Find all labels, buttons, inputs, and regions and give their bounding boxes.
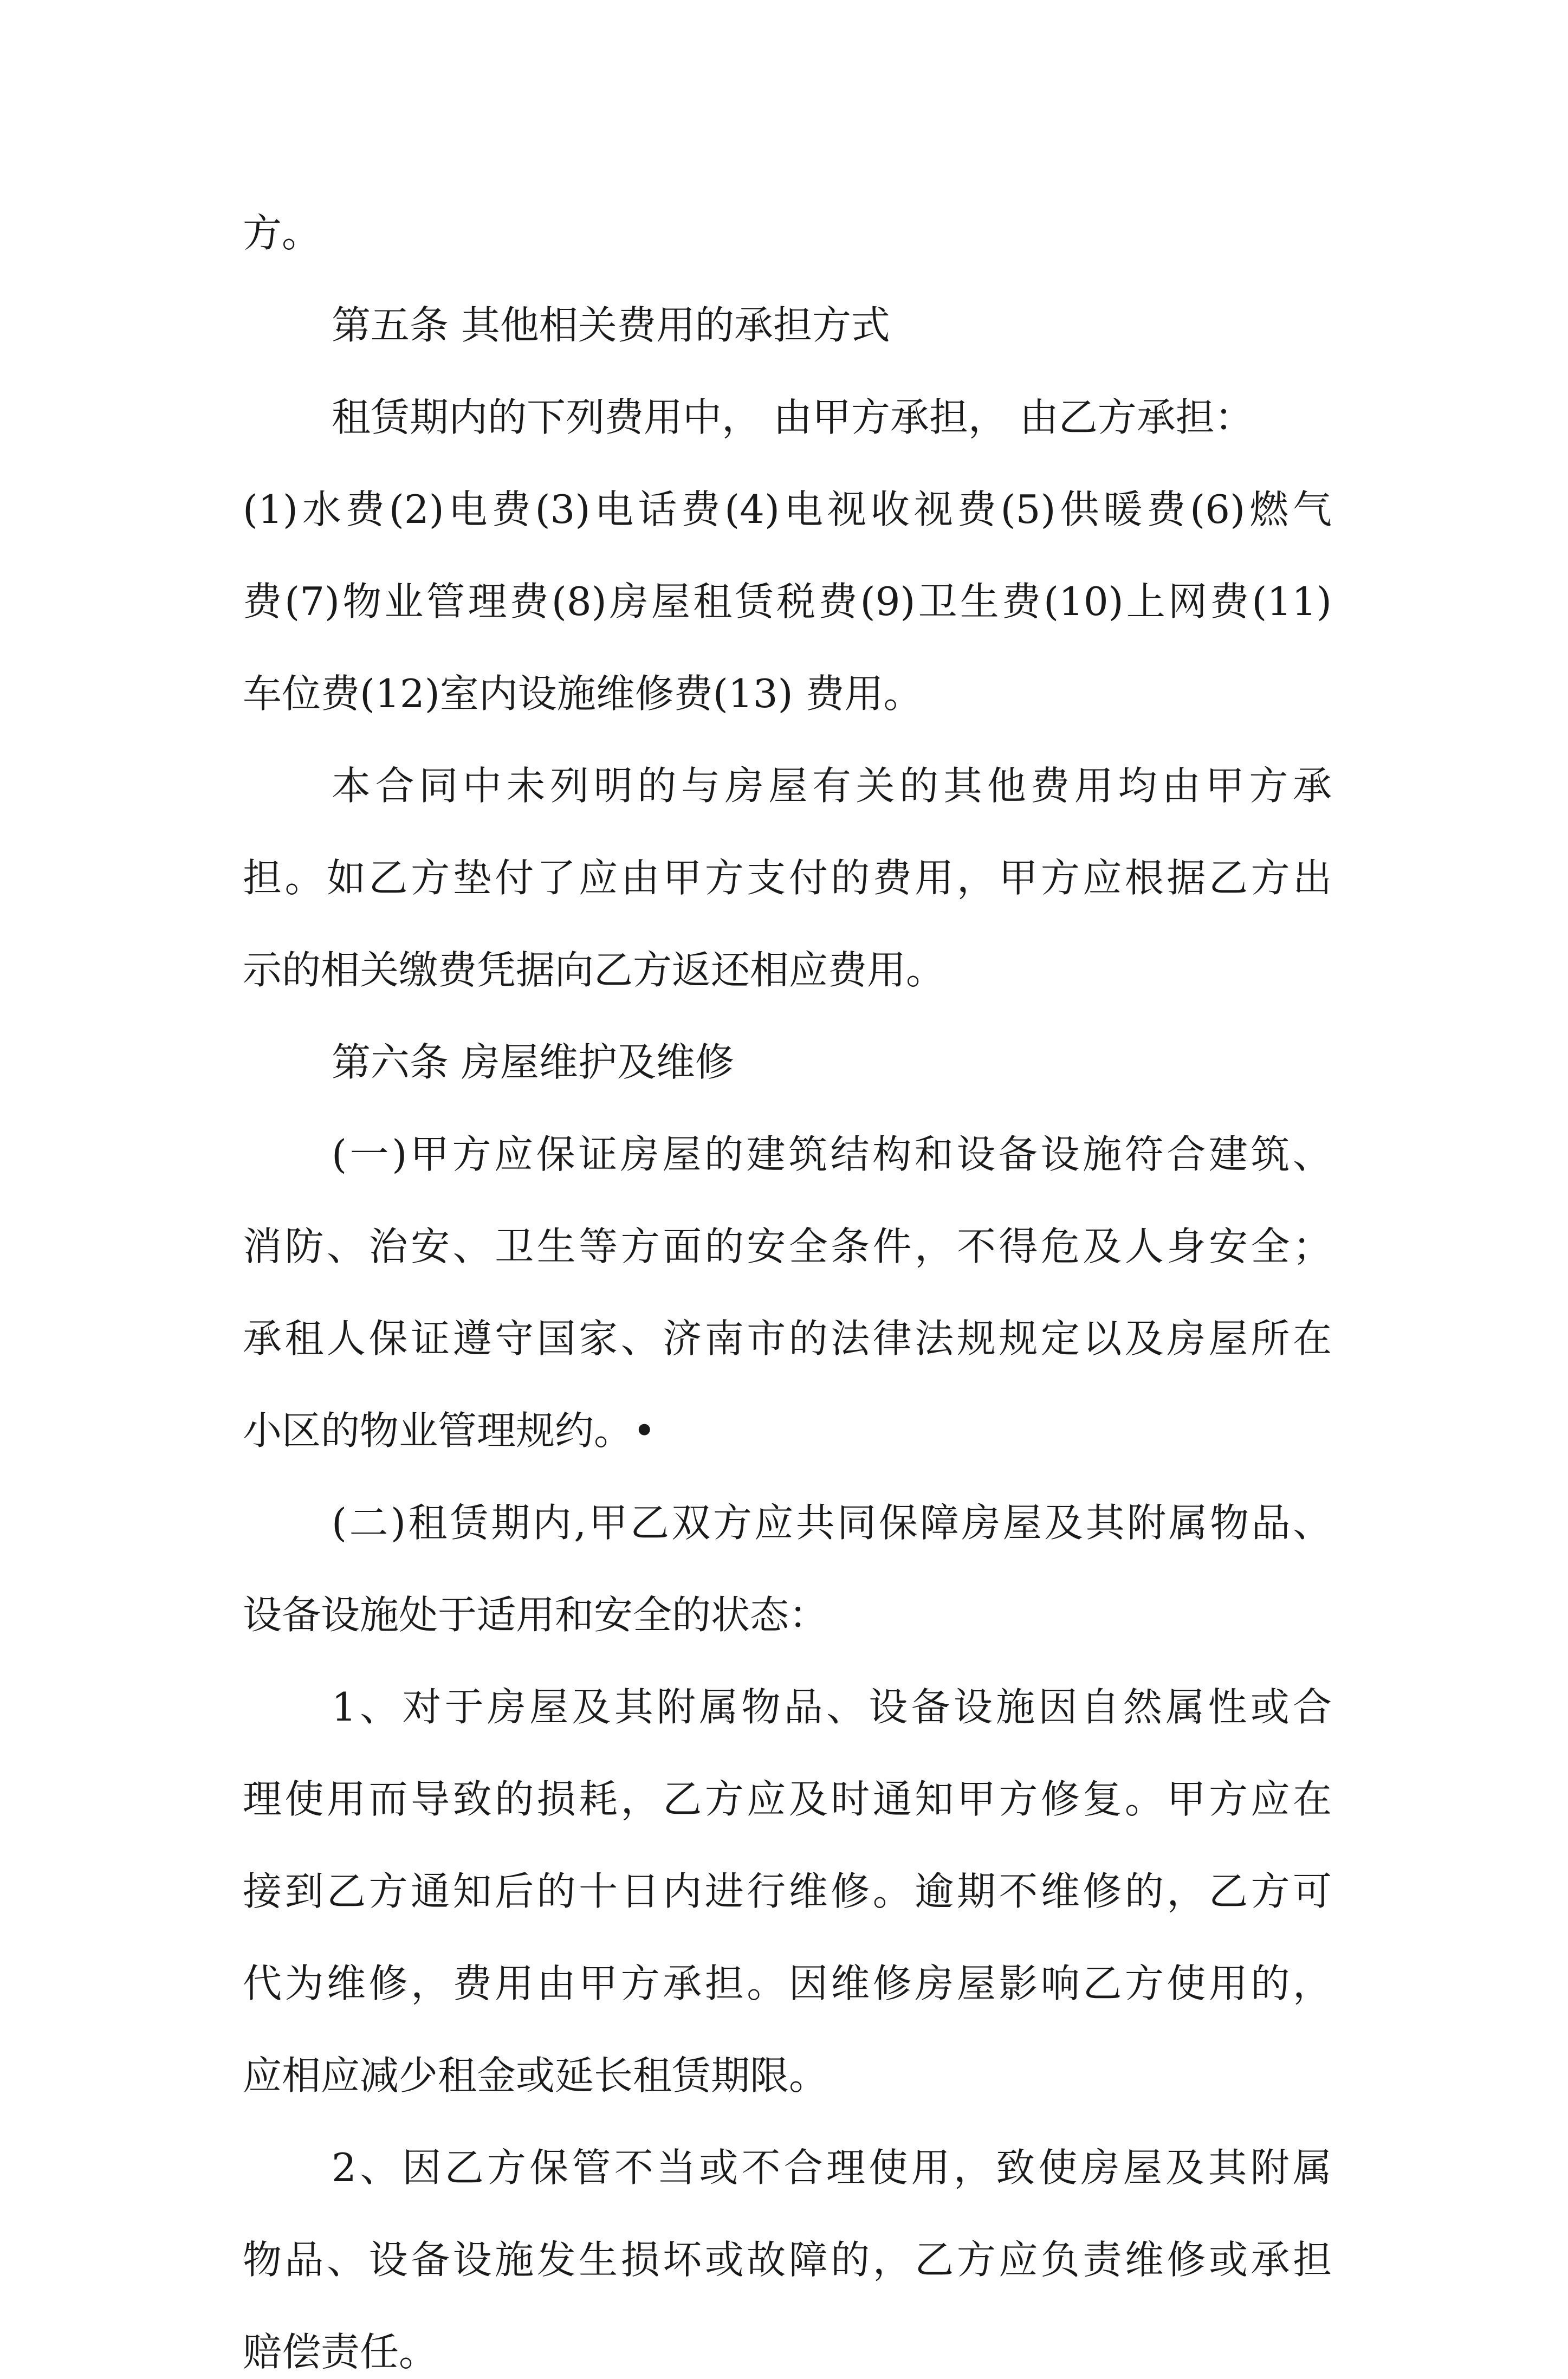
- section-heading: 第五条 其他相关费用的承担方式: [332, 302, 890, 348]
- text-line: 小区的物业管理规约。•: [243, 1408, 656, 1453]
- text-line: 理使用而导致的损耗，乙方应及时通知甲方修复。甲方应在: [243, 1776, 1332, 1822]
- text-line: 消防、治安、卫生等方面的安全条件，不得危及人身安全；: [243, 1224, 1332, 1269]
- text-line: 示的相关缴费凭据向乙方返还相应费用。: [243, 947, 945, 993]
- text-line: 接到乙方通知后的十日内进行维修。逾期不维修的，乙方可: [243, 1869, 1332, 1914]
- text-line: 设备设施处于适用和安全的状态：: [243, 1592, 828, 1638]
- text-line: 方。: [243, 210, 321, 256]
- text-line: 物品、设备设施发生损坏或故障的，乙方应负责维修或承担: [243, 2237, 1332, 2283]
- text-line: 赔偿责任。: [243, 2329, 438, 2375]
- text-line: 租赁期内的下列费用中， 由甲方承担， 由乙方承担：: [332, 395, 1254, 440]
- text-line: (1)水费(2)电费(3)电话费(4)电视收视费(5)供暖费(6)燃气: [243, 487, 1332, 532]
- text-line: 代为维修，费用由甲方承担。因维修房屋影响乙方使用的，: [243, 1961, 1332, 2006]
- text-line: 担。如乙方垫付了应由甲方支付的费用，甲方应根据乙方出: [243, 855, 1332, 901]
- text-line: 1、对于房屋及其附属物品、设备设施因自然属性或合: [332, 1684, 1332, 1730]
- section-heading: 第六条 房屋维护及维修: [332, 1039, 734, 1085]
- text-line: 承租人保证遵守国家、济南市的法律法规规定以及房屋所在: [243, 1316, 1332, 1361]
- text-line: (一)甲方应保证房屋的建筑结构和设备设施符合建筑、: [332, 1132, 1332, 1177]
- text-line: 车位费(12)室内设施维修费(13) 费用。: [243, 671, 923, 716]
- text-line: 2、因乙方保管不当或不合理使用，致使房屋及其附属: [332, 2145, 1332, 2190]
- text-line: (二)租赁期内,甲乙双方应共同保障房屋及其附属物品、: [332, 1500, 1332, 1546]
- text-line: 本合同中未列明的与房屋有关的其他费用均由甲方承: [332, 763, 1332, 809]
- text-line: 应相应减少租金或延长租赁期限。: [243, 2053, 828, 2098]
- text-line: 费(7)物业管理费(8)房屋租赁税费(9)卫生费(10)上网费(11): [243, 579, 1332, 624]
